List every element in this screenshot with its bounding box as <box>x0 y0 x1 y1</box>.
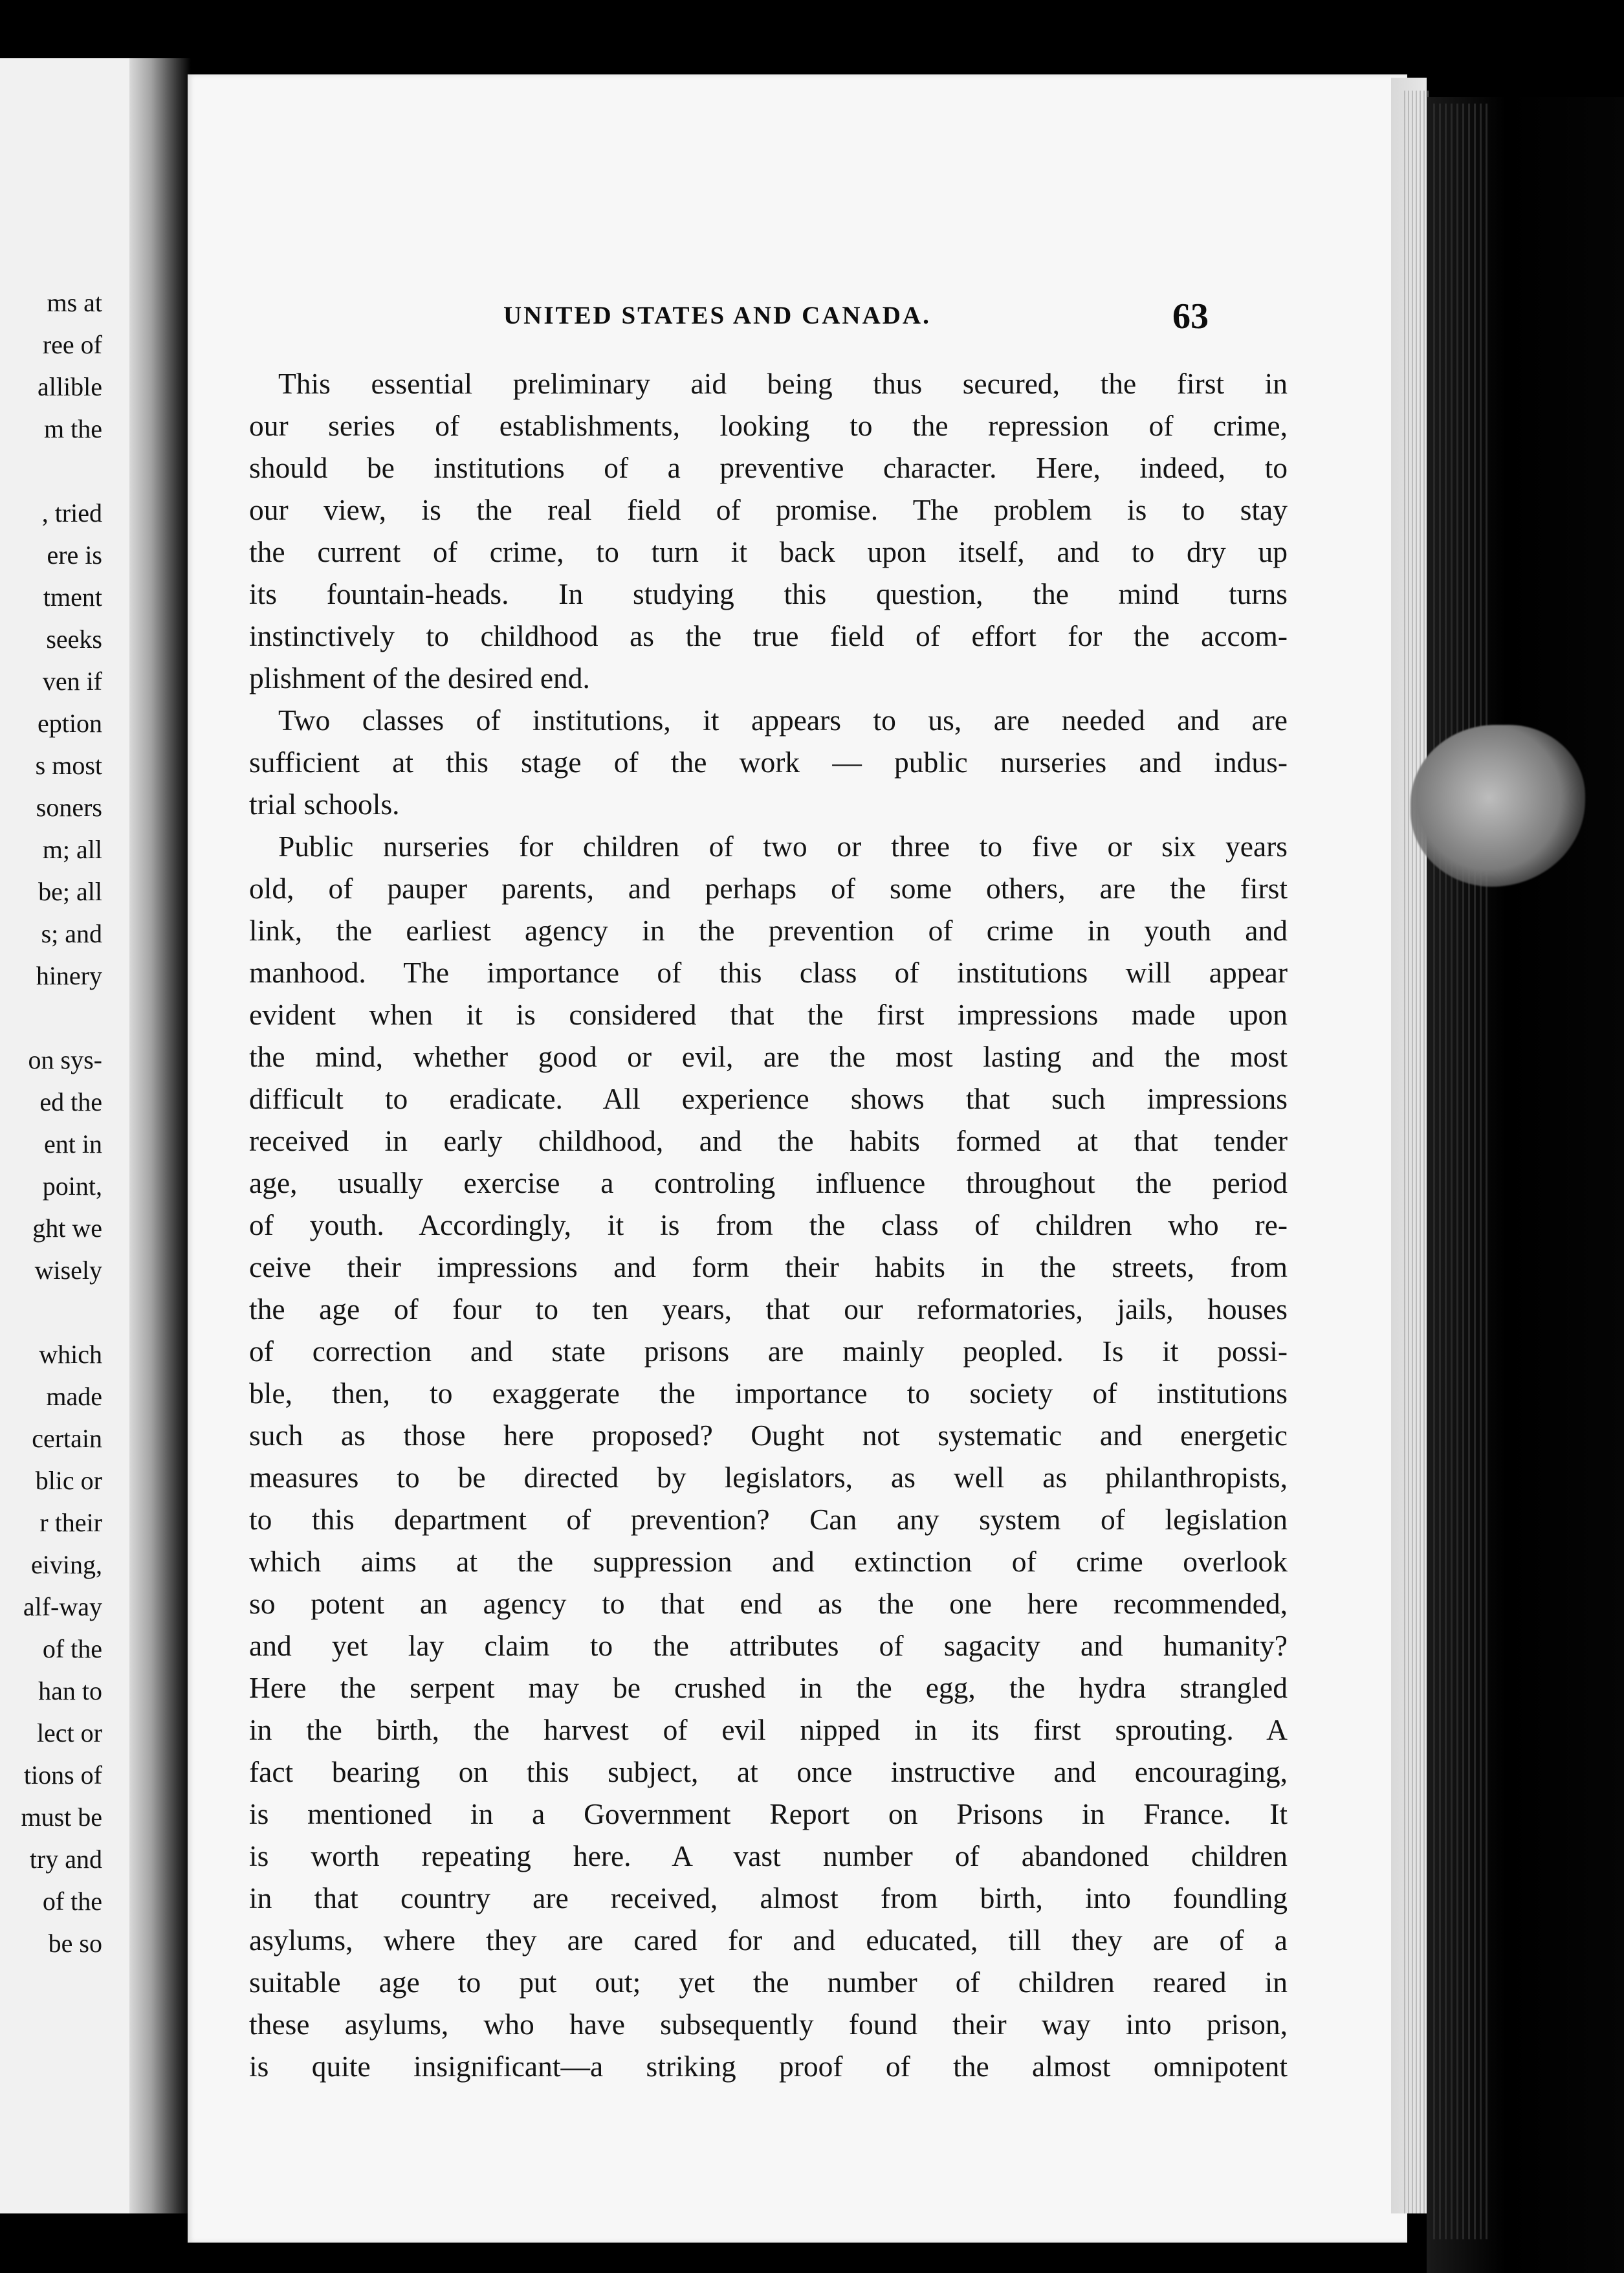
text-line: evident when it is considered that the first impressions made upon <box>249 998 1288 1031</box>
left-page-line: on sys- <box>28 1045 102 1074</box>
left-page-line: allible <box>38 372 102 401</box>
left-page-line: ree of <box>42 330 102 359</box>
left-page-line: hinery <box>36 961 102 990</box>
book-page <box>188 74 1407 2243</box>
left-page-line: alf-way <box>23 1592 102 1621</box>
left-page-line: of the <box>42 1634 102 1663</box>
page-header <box>188 296 1407 346</box>
left-page-line: wisely <box>34 1256 102 1285</box>
left-gutter-shadow <box>129 58 191 2213</box>
text-line: its fountain-heads. In studying this question, the mind turns <box>249 577 1288 610</box>
left-page-line: be; all <box>38 877 102 906</box>
left-page-line: s most <box>35 751 102 780</box>
text-line: such as those here proposed? Ought not systematic and energetic <box>249 1419 1288 1452</box>
fore-edge-texture <box>1433 104 1491 2239</box>
text-line: the age of four to ten years, that our reformatories, jails, houses <box>249 1292 1288 1325</box>
text-line: trial schools. <box>249 788 400 821</box>
body-text <box>249 362 1288 2087</box>
text-line: manhood. The importance of this class of institutions will appear <box>249 956 1288 989</box>
left-page-line: of the <box>42 1887 102 1916</box>
text-line: in that country are received, almost from birth, into foundling <box>249 1881 1288 1914</box>
left-page-line: which <box>39 1340 102 1369</box>
left-page-line: made <box>46 1382 102 1411</box>
left-page-line <box>0 450 129 492</box>
text-line: in the birth, the harvest of evil nipped in its first sprouting. A <box>249 1713 1288 1746</box>
text-line: is worth repeating here. A vast number of abandoned children <box>249 1839 1288 1872</box>
left-page-line: ms at <box>47 288 102 317</box>
text-line: measures to be directed by legislators, as well as philanthropists, <box>249 1461 1288 1494</box>
left-page-line: lect or <box>36 1718 102 1747</box>
left-page-line: ent in <box>44 1129 102 1159</box>
left-page-line: , tried <box>41 498 102 527</box>
left-page-line: ven if <box>42 667 102 696</box>
text-line: ble, then, to exaggerate the importance to society of institutions <box>249 1377 1288 1410</box>
text-line: fact bearing on this subject, at once instructive and encouraging, <box>249 1755 1288 1788</box>
left-page-text <box>0 282 129 1964</box>
left-facing-page <box>0 58 129 2213</box>
text-line: so potent an agency to that end as the one here recommended, <box>249 1587 1288 1620</box>
left-page-line: tment <box>43 582 102 612</box>
left-page-line: point, <box>42 1171 102 1201</box>
text-line: sufficient at this stage of the work — public nurseries and indus- <box>249 746 1288 779</box>
text-line: is quite insignificant—a striking proof of the almost omnipotent <box>249 2050 1288 2083</box>
left-page-line: certain <box>32 1424 102 1453</box>
text-line: This essential preliminary aid being thus secured, the first in <box>278 367 1288 400</box>
text-line: Public nurseries for children of two or three to five or six years <box>278 830 1288 863</box>
left-page-line: ere is <box>47 540 102 570</box>
left-page-line: tions of <box>23 1760 102 1790</box>
text-line: Here the serpent may be crushed in the egg, the hydra strangled <box>249 1671 1288 1704</box>
left-page-line <box>0 1291 129 1333</box>
left-page-line: seeks <box>46 625 102 654</box>
text-line: the mind, whether good or evil, are the most lasting and the most <box>249 1040 1288 1073</box>
text-line: our view, is the real field of promise. The problem is to stay <box>249 493 1288 526</box>
text-line: difficult to eradicate. All experience shows that such impressions <box>249 1082 1288 1115</box>
left-page-line: blic or <box>35 1466 102 1495</box>
text-line: link, the earliest agency in the prevention of crime in youth and <box>249 914 1288 947</box>
page-number: 63 <box>1172 296 1209 337</box>
text-line: suitable age to put out; yet the number of children reared in <box>249 1966 1288 1999</box>
text-line: the current of crime, to turn it back upon itself, and to dry up <box>249 535 1288 568</box>
left-page-line: ght we <box>32 1214 102 1243</box>
text-line: age, usually exercise a controling influence throughout the period <box>249 1166 1288 1199</box>
left-page-line: soners <box>36 793 102 822</box>
left-page-line: r their <box>39 1508 102 1537</box>
text-line: and yet lay claim to the attributes of sagacity and humanity? <box>249 1629 1288 1662</box>
text-line: asylums, where they are cared for and educated, till they are of a <box>249 1924 1288 1957</box>
left-page-line <box>0 997 129 1039</box>
left-page-line: m; all <box>42 835 102 864</box>
text-line: of correction and state prisons are mainly peopled. Is it possi- <box>249 1335 1288 1368</box>
left-page-line: m the <box>44 414 102 443</box>
text-line: plishment of the desired end. <box>249 661 590 694</box>
text-line: old, of pauper parents, and perhaps of some others, are the first <box>249 872 1288 905</box>
text-line: to this department of prevention? Can any system of legislation <box>249 1503 1288 1536</box>
left-page-line: s; and <box>41 919 102 948</box>
left-page-line: be so <box>48 1929 102 1958</box>
text-line: Two classes of institutions, it appears to us, are needed and are <box>278 704 1288 737</box>
text-line: these asylums, who have subsequently found their way into prison, <box>249 2008 1288 2041</box>
left-page-line: must be <box>21 1802 102 1832</box>
left-page-line: ed the <box>39 1087 102 1116</box>
text-line: which aims at the suppression and extinction of crime overlook <box>249 1545 1288 1578</box>
page-edge-texture <box>1404 91 1430 2213</box>
text-line: is mentioned in a Government Report on Prisons in France. It <box>249 1797 1288 1830</box>
left-page-line: try and <box>29 1845 102 1874</box>
left-page-line: eption <box>38 709 102 738</box>
text-line: received in early childhood, and the habits formed at that tender <box>249 1124 1288 1157</box>
text-line: should be institutions of a preventive character. Here, indeed, to <box>249 451 1288 484</box>
text-line: of youth. Accordingly, it is from the class of children who re- <box>249 1208 1288 1241</box>
text-line: our series of establishments, looking to the repression of crime, <box>249 409 1288 442</box>
left-page-line: han to <box>38 1676 102 1705</box>
left-page-line: eiving, <box>31 1550 102 1579</box>
text-line: ceive their impressions and form their habits in the streets, from <box>249 1250 1288 1283</box>
text-line: instinctively to childhood as the true field of effort for the accom- <box>249 619 1288 652</box>
running-head: UNITED STATES AND CANADA. <box>503 302 931 329</box>
